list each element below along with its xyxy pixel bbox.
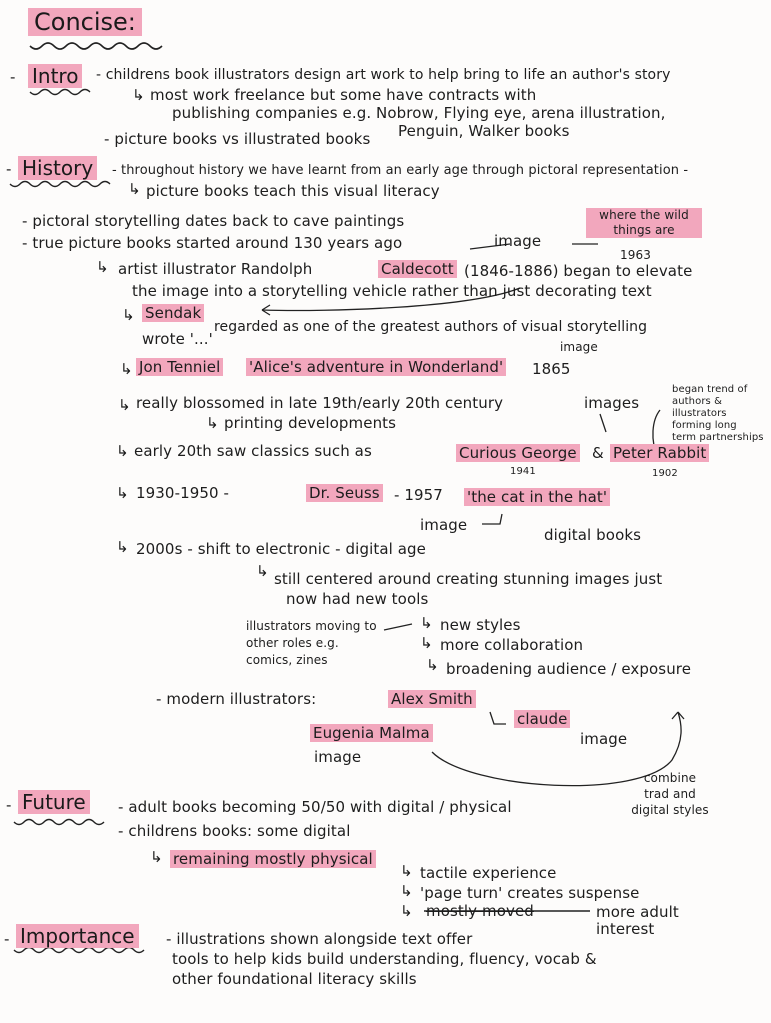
digital-books: digital books bbox=[544, 526, 642, 544]
heading-importance: Importance bbox=[16, 924, 139, 948]
bullet-dash: - bbox=[6, 160, 12, 178]
image-label: image bbox=[494, 232, 542, 250]
peter-rabbit: Peter Rabbit bbox=[610, 444, 709, 462]
history-line-4: - true picture books started around 130 years ago bbox=[22, 234, 403, 252]
caldecott-prefix: artist illustrator Randolph bbox=[118, 260, 313, 278]
eugenia-malma: Eugenia Malma bbox=[310, 724, 433, 742]
image-label: image bbox=[580, 730, 628, 748]
importance-line-3: other foundational literacy skills bbox=[172, 970, 417, 988]
arrow-icon: ↳ bbox=[120, 360, 133, 378]
arrow-icon: ↳ bbox=[256, 562, 269, 580]
sendak-line-2: wrote '...' bbox=[142, 330, 213, 348]
rabbit-year: 1902 bbox=[652, 468, 678, 479]
heading-intro: Intro bbox=[28, 64, 82, 88]
bullet-dash: - bbox=[6, 796, 12, 814]
bullet-dash: - bbox=[10, 68, 16, 86]
intro-line-4: Penguin, Walker books bbox=[398, 122, 570, 140]
ampersand: & bbox=[592, 444, 604, 462]
broadening-audience: broadening audience / exposure bbox=[446, 660, 692, 678]
y2000-line: 2000s - shift to electronic - digital age bbox=[136, 540, 426, 558]
page-turn: 'page turn' creates suspense bbox=[420, 884, 640, 902]
seuss-year: - 1957 bbox=[394, 486, 443, 504]
arrow-icon: ↳ bbox=[420, 634, 433, 652]
future-line-1: - adult books becoming 50/50 with digital / physical bbox=[118, 798, 512, 816]
arrow-icon: ↳ bbox=[128, 180, 141, 198]
page-title: Concise: bbox=[28, 8, 142, 36]
intro-line-5: - picture books vs illustrated books bbox=[104, 130, 371, 148]
remaining-physical: remaining mostly physical bbox=[170, 850, 376, 868]
arrow-icon: ↳ bbox=[116, 484, 129, 502]
caldecott-line-2: the image into a storytelling vehicle rather than just decorating text bbox=[132, 282, 652, 300]
printing-line: printing developments bbox=[224, 414, 397, 432]
illustrators-moving: illustrators moving to other roles e.g. comics, zines bbox=[246, 619, 377, 667]
arrow-icon: ↳ bbox=[400, 882, 413, 900]
new-styles: new styles bbox=[440, 616, 521, 634]
modern-illustrators: - modern illustrators: bbox=[156, 690, 317, 708]
cat-in-the-hat: 'the cat in the hat' bbox=[464, 488, 610, 506]
still-line: still centered around creating stunning images just bbox=[274, 570, 663, 588]
claude: claude bbox=[514, 710, 570, 728]
blossomed-line: really blossomed in late 19th/early 20th century bbox=[136, 394, 504, 412]
tenniel-name: Jon Tenniel bbox=[136, 358, 223, 376]
history-line-1: - throughout history we have learnt from an early age through pictoral representation - bbox=[112, 163, 689, 178]
history-line-2: picture books teach this visual literacy bbox=[146, 182, 440, 200]
arrow-icon: ↳ bbox=[150, 848, 163, 866]
arrow-icon: ↳ bbox=[426, 656, 439, 674]
newtools-line: now had new tools bbox=[286, 590, 429, 608]
arrow-icon: ↳ bbox=[400, 862, 413, 880]
arrow-icon: ↳ bbox=[122, 306, 135, 324]
future-line-2: - childrens books: some digital bbox=[118, 822, 351, 840]
importance-line-2: tools to help kids build understanding, fluency, vocab & bbox=[172, 950, 597, 968]
arrow-icon: ↳ bbox=[206, 414, 219, 432]
alice-year: 1865 bbox=[532, 360, 571, 378]
more-collaboration: more collaboration bbox=[440, 636, 584, 654]
more-adult-interest: more adult interest bbox=[596, 903, 679, 938]
alex-smith: Alex Smith bbox=[388, 690, 476, 708]
struck-text: mostly moved bbox=[426, 902, 534, 920]
images-label: images bbox=[584, 394, 640, 412]
wild-things-year: 1963 bbox=[620, 248, 651, 262]
arrow-icon: ↳ bbox=[96, 258, 109, 276]
caldecott-name: Caldecott bbox=[378, 260, 457, 278]
intro-line-1: - childrens book illustrators design art work to help bring to life an author's story bbox=[96, 67, 671, 83]
curious-george: Curious George bbox=[456, 444, 580, 462]
dr-seuss: Dr. Seuss bbox=[306, 484, 383, 502]
combine-styles: combine trad and digital styles bbox=[631, 771, 709, 817]
heading-history: History bbox=[18, 156, 97, 180]
image-label: image bbox=[420, 516, 468, 534]
arrow-icon: ↳ bbox=[400, 902, 413, 920]
importance-line-1: - illustrations shown alongside text offer bbox=[166, 930, 473, 948]
classics-prefix: early 20th saw classics such as bbox=[134, 442, 372, 460]
curious-year: 1941 bbox=[510, 466, 536, 477]
seuss-prefix: 1930-1950 - bbox=[136, 484, 230, 502]
alice-title: 'Alice's adventure in Wonderland' bbox=[246, 358, 506, 376]
caldecott-suffix: (1846-1886) began to elevate bbox=[464, 262, 693, 280]
sendak-name: Sendak bbox=[142, 304, 204, 322]
image-label: image bbox=[314, 748, 362, 766]
history-line-3: - pictoral storytelling dates back to cave paintings bbox=[22, 212, 405, 230]
sendak-desc: regarded as one of the greatest authors of visual storytelling bbox=[214, 319, 648, 335]
heading-future: Future bbox=[18, 790, 90, 814]
tactile-experience: tactile experience bbox=[420, 864, 557, 882]
arrow-icon: ↳ bbox=[420, 614, 433, 632]
intro-line-2: most work freelance but some have contracts with bbox=[150, 86, 537, 104]
arrow-icon: ↳ bbox=[116, 442, 129, 460]
image-label: image bbox=[560, 340, 598, 354]
where-the-wild-things-are: where the wild things are bbox=[586, 208, 702, 238]
trend-note: began trend of authors & illustrators forming long term partnerships bbox=[672, 384, 764, 443]
arrow-icon: ↳ bbox=[118, 396, 131, 414]
bullet-dash: - bbox=[4, 930, 10, 948]
arrow-icon: ↳ bbox=[116, 538, 129, 556]
intro-line-3: publishing companies e.g. Nobrow, Flying eye, arena illustration, bbox=[172, 104, 666, 122]
arrow-icon: ↳ bbox=[132, 86, 145, 104]
